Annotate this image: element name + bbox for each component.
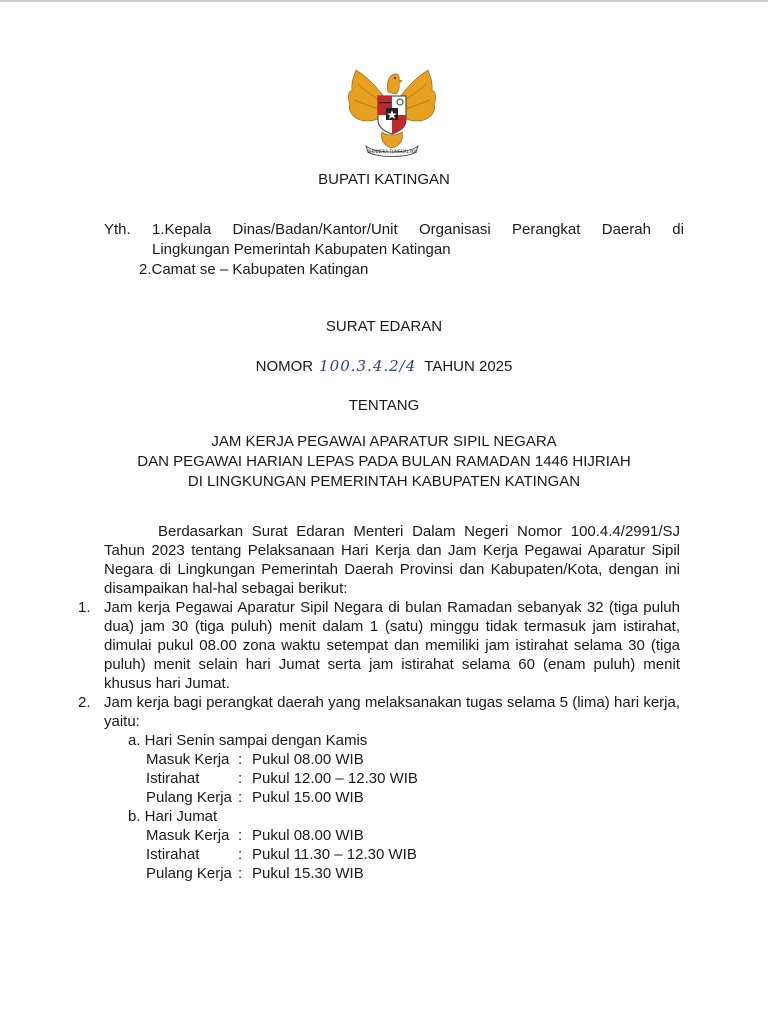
schedule-colon: : (238, 751, 243, 768)
schedule-row (146, 845, 680, 864)
schedule-colon: : (238, 865, 243, 882)
document-number (0, 357, 768, 375)
addressee-block (104, 220, 684, 280)
schedule-label: Istirahat (146, 770, 200, 787)
schedule-heading: a. Hari Senin sampai dengan Kamis (128, 732, 368, 749)
addressee-item-1-continuation (104, 240, 684, 260)
list-item-number: 2. (78, 694, 91, 711)
addressee-word: Organisasi (418, 221, 491, 238)
schedule-label: Istirahat (146, 846, 200, 863)
list-item (78, 598, 680, 693)
addressee-word: 1.Kepala (152, 221, 212, 238)
schedule-value: Pukul 12.00 – 12.30 WIB (252, 770, 418, 787)
letter-body (78, 522, 680, 883)
subject-heading (0, 432, 768, 492)
schedule-colon: : (238, 846, 243, 863)
scan-edge-line (0, 0, 768, 2)
addressee-line-1 (104, 220, 684, 240)
schedule-row (146, 864, 680, 883)
schedule-label: Masuk Kerja (146, 827, 230, 844)
addressee-word: di (672, 221, 684, 238)
schedule-row (146, 750, 680, 769)
subject-line: DI LINGKUNGAN PEMERINTAH KABUPATEN KATINGAN (187, 473, 581, 490)
schedule-value: Pukul 15.00 WIB (252, 789, 364, 806)
about-label: TENTANG (348, 397, 420, 414)
document-type: SURAT EDARAN (325, 318, 443, 335)
issuer-title: BUPATI KATINGAN (318, 171, 450, 188)
number-year: TAHUN 2025 (424, 358, 513, 375)
schedule-colon: : (238, 789, 243, 806)
schedule-row (146, 788, 680, 807)
number-prefix: NOMOR (255, 358, 314, 375)
addressee-item-1 (152, 220, 684, 240)
subject-line: DAN PEGAWAI HARIAN LEPAS PADA BULAN RAMADAN 1446 HIJRIAH (137, 453, 631, 470)
list-item-number: 1. (78, 599, 91, 616)
garuda-emblem-icon (342, 62, 442, 160)
schedule-value: Pukul 11.30 – 12.30 WIB (252, 846, 417, 863)
schedule-label: Pulang Kerja (146, 789, 232, 806)
schedule-row (146, 826, 680, 845)
addressee-word: Dinas/Badan/Kantor/Unit (232, 221, 398, 238)
schedule-value: Pukul 08.00 WIB (252, 751, 364, 768)
handwritten-number: 100.3.4.2/4 (319, 357, 417, 375)
list-item (78, 693, 680, 731)
schedule-label: Masuk Kerja (146, 751, 230, 768)
list-item-text: Jam kerja bagi perangkat daerah yang melaksanakan tugas selama 5 (lima) hari kerja, yaitu: (104, 694, 680, 730)
schedule-table (104, 750, 680, 807)
emblem-motto: BHINNEKA TUNGGAL IKA (367, 149, 417, 154)
schedule-row (146, 769, 680, 788)
schedule-heading: b. Hari Jumat (128, 808, 218, 825)
addressee-prefix: Yth. (104, 221, 131, 238)
addressee-item-1-text: Lingkungan Pemerintah Kabupaten Katingan (152, 241, 451, 258)
schedule-label: Pulang Kerja (146, 865, 232, 882)
schedule-table (104, 826, 680, 883)
schedule-value: Pukul 15.30 WIB (252, 865, 364, 882)
subject-line: JAM KERJA PEGAWAI APARATUR SIPIL NEGARA (211, 433, 557, 450)
addressee-word: Perangkat (512, 221, 581, 238)
schedule-colon: : (238, 770, 243, 787)
schedule-value: Pukul 08.00 WIB (252, 827, 364, 844)
addressee-word: Daerah (601, 221, 651, 238)
addressee-item-2: 2.Camat se – Kabupaten Katingan (139, 261, 369, 278)
schedule-colon: : (238, 827, 243, 844)
list-item-text: Jam kerja Pegawai Aparatur Sipil Negara di bulan Ramadan sebanyak 32 (tiga puluh dua) jam 30 (tiga puluh) menit dalam 1 (satu) minggu tidak termasuk jam istirahat, dimulai pukul 08.00 zona waktu setempat dan memiliki jam istirahat selama 30 (tiga puluh) menit selain hari Jumat serta jam istirahat selama 60 (enam puluh) menit khusus hari Jumat. (104, 599, 680, 692)
intro-paragraph: Berdasarkan Surat Edaran Menteri Dalam Negeri Nomor 100.4.4/2991/SJ Tahun 2023 tentang Pelaksanaan Hari Kerja dan Jam Kerja Pegawai Aparatur Sipil Negara di Lingkungan Pemerintah Daerah Provinsi dan Kabupaten/Kota, dengan ini disampaikan hal-hal sebagai berikut: (104, 523, 680, 597)
